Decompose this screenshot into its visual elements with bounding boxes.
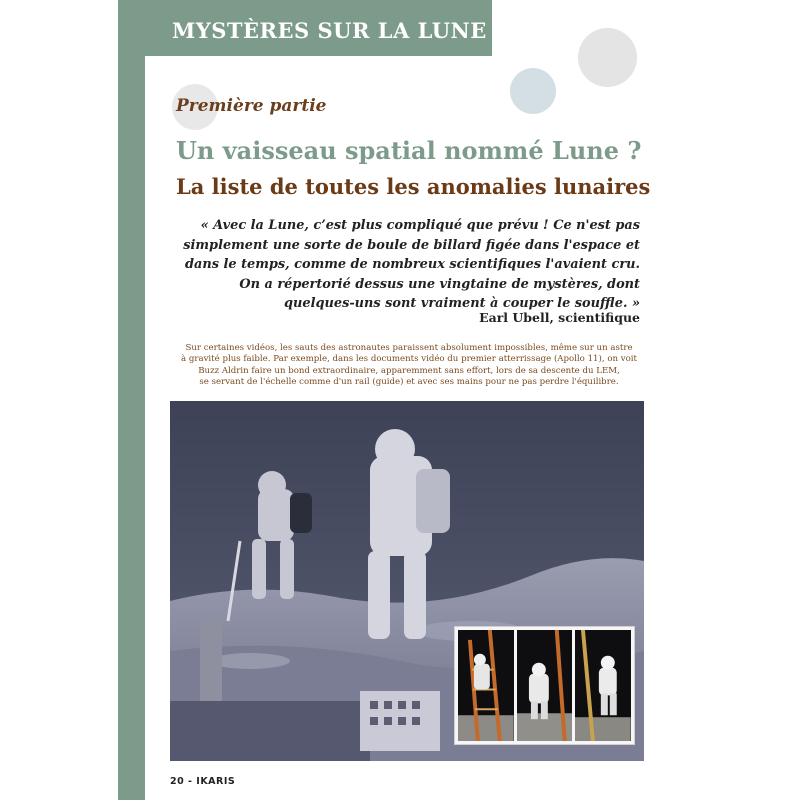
section-title: MYSTÈRES SUR LA LUNE [172, 18, 487, 43]
intro-line: Buzz Aldrin faire un bond extraordinaire, apparemment sans effort, lors de sa descente du LEM, [198, 365, 620, 376]
page-footer: 20 - IKARIS [170, 776, 236, 787]
pull-quote [178, 216, 640, 314]
quote-author: Earl Ubell, scientifique [479, 310, 640, 325]
left-accent-band [118, 0, 145, 800]
quote-line: « Avec la Lune, c’est plus compliqué que prévu ! Ce n'est pas [200, 218, 640, 233]
decorative-circle [578, 28, 637, 87]
quote-line: simplement une sorte de boule de billard figée dans l'espace et [183, 237, 640, 253]
ladder-photo-panel [575, 630, 631, 741]
intro-line: se servant de l'échelle comme d'un rail (guide) et avec ses mains pour ne pas perdre l'équilibre. [199, 377, 619, 388]
quote-line: quelques-uns sont vraiment à couper le souffle. » [284, 296, 640, 311]
apollo-11-ladder-photo-strip [454, 626, 635, 745]
part-label: Première partie [176, 96, 327, 116]
intro-paragraph [178, 343, 640, 389]
article-subtitle: La liste de toutes les anomalies lunaires [176, 174, 651, 199]
quote-line: dans le temps, comme de nombreux scientifiques l'avaient cru. [185, 257, 640, 272]
intro-line: à gravité plus faible. Par exemple, dans les documents vidéo du premier atterrissage (Apollo 11), on voit [180, 354, 637, 365]
intro-line: Sur certaines vidéos, les sauts des astronautes paraissent absolument impossibles, même sur un astre [185, 343, 633, 353]
ladder-photo-panel [517, 630, 573, 741]
article-title: Un vaisseau spatial nommé Lune ? [176, 136, 642, 165]
ladder-photo-panel [458, 630, 514, 741]
decorative-circle [510, 68, 556, 114]
quote-line: On a répertorié dessus une vingtaine de mystères, dont [239, 276, 640, 292]
